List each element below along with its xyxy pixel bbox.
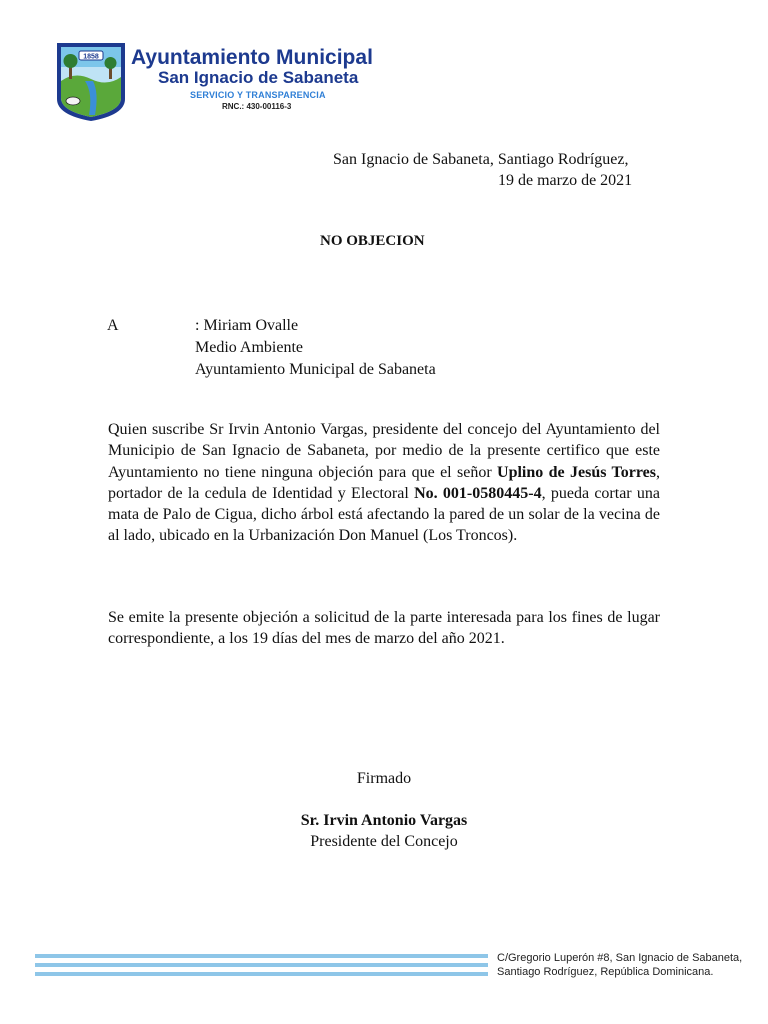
footer-stripe: [35, 972, 488, 976]
paragraph-text: , pueda cortar una mata de Palo de Cigua, dicho árbol está afectando la pared de un solar de la vecina de al lado, ubicado en la Urbanización Don Manuel (Los Troncos).: [108, 484, 661, 545]
footer-stripes: [35, 950, 488, 980]
seal-year: 1858: [83, 53, 99, 61]
signed-label: Firmado: [356, 770, 412, 787]
recipient-organization: Ayuntamiento Municipal de Sabaneta: [195, 361, 436, 378]
paragraph-text: Quien suscribe Sr Irvin Antonio Vargas, presidente del concejo del Ayuntamiento del Municipio de San Ignacio de Sabaneta, por medio de la presente certifico que este Ayuntamiento no tiene ninguna objeción para que el señor: [108, 421, 660, 481]
id-number: No. 001-0580445-4: [414, 484, 542, 502]
footer-address: [497, 951, 742, 979]
paragraph-text: , portador de la cedula de Identidad y Electoral: [108, 463, 660, 502]
signer-title: Presidente del Concejo: [310, 833, 458, 850]
body-paragraph-2: Se emite la presente objeción a solicitud de la parte interesada para los fines de lugar correspondiente, a los 19 días del mes de marzo del año 2021.: [108, 609, 660, 648]
municipal-seal-logo: [55, 41, 127, 123]
address-line-2: Santiago Rodríguez, República Dominicana.: [497, 966, 714, 978]
organization-subname: San Ignacio de Sabaneta: [158, 68, 359, 87]
recipient-block: [195, 315, 436, 381]
address-line-1: C/Gregorio Luperón #8, San Ignacio de Sabaneta,: [497, 952, 743, 964]
recipient-name: : Miriam Ovalle: [195, 317, 299, 334]
recipient-department: Medio Ambiente: [195, 339, 303, 356]
letter-place: San Ignacio de Sabaneta, Santiago Rodríguez,: [333, 151, 629, 168]
organization-rnc: RNC.: 430-00116-3: [222, 102, 292, 111]
letter-date: 19 de marzo de 2021: [498, 172, 633, 189]
footer-stripe: [35, 963, 488, 967]
beneficiary-name: Uplino de Jesús Torres: [497, 463, 656, 481]
signer-name: Sr. Irvin Antonio Vargas: [300, 812, 468, 829]
document-title: NO OBJECION: [320, 233, 425, 249]
organization-name: Ayuntamiento Municipal: [131, 46, 373, 69]
footer-stripe: [35, 954, 488, 958]
organization-motto: SERVICIO Y TRANSPARENCIA: [190, 90, 326, 100]
recipient-label: A: [107, 317, 119, 334]
body-paragraph-1: [108, 419, 660, 547]
